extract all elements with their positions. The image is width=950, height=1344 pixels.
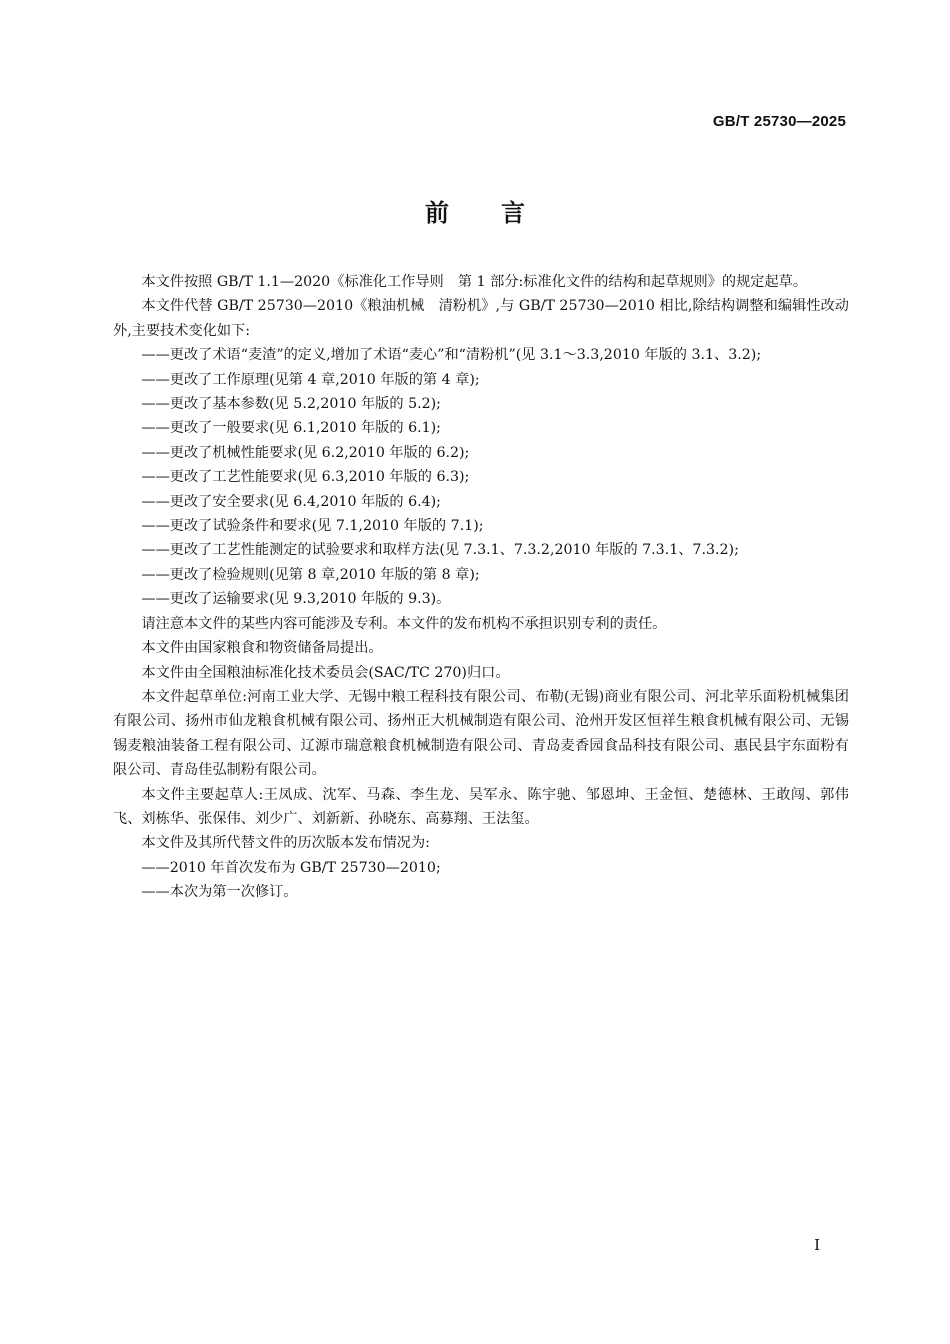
change-item-basic-parameters: ——更改了基本参数(见 5.2,2010 年版的 5.2); xyxy=(141,396,441,413)
change-item-process-performance: ——更改了工艺性能要求(见 6.3,2010 年版的 6.3); xyxy=(141,469,470,486)
version-item-revision: ——本次为第一次修订。 xyxy=(141,884,298,901)
paragraph-replacement: 本文件代替 GB/T 25730—2010《粮油机械 清粉机》,与 GB/T 25730—2010 相比,除结构调整和编辑性改动外,主要技术变化如下: xyxy=(113,298,849,339)
change-item-mechanical-performance: ——更改了机械性能要求(见 6.2,2010 年版的 6.2); xyxy=(141,444,470,461)
change-item-general-requirements: ——更改了一般要求(见 6.1,2010 年版的 6.1); xyxy=(141,420,441,437)
page-number: I xyxy=(814,1236,820,1254)
preface-body xyxy=(113,270,849,905)
standard-code: GB/T 25730—2025 xyxy=(712,113,846,130)
change-item-inspection-rules: ——更改了检验规则(见第 8 章,2010 年版的第 8 章); xyxy=(141,566,480,583)
paragraph-version-history: 本文件及其所代替文件的历次版本发布情况为: xyxy=(141,835,430,852)
change-item-test-conditions: ——更改了试验条件和要求(见 7.1,2010 年版的 7.1); xyxy=(141,518,484,535)
paragraph-patent-notice: 请注意本文件的某些内容可能涉及专利。本文件的发布机构不承担识别专利的责任。 xyxy=(141,615,667,632)
change-item-safety: ——更改了安全要求(见 6.4,2010 年版的 6.4); xyxy=(141,493,441,510)
change-item-terms: ——更改了术语“麦渣”的定义,增加了术语“麦心”和“清粉机”(见 3.1～3.3,2010 年版的 3.1、3.2); xyxy=(141,347,762,364)
paragraph-drafters: 本文件主要起草人:王凤成、沈军、马森、李生龙、吴军永、陈宇驰、邹恩坤、王金恒、楚德林、王敢闯、郭伟飞、刘栋华、张保伟、刘少广、刘新新、孙晓东、高募翔、王法玺。 xyxy=(113,786,849,827)
change-item-sampling-methods: ——更改了工艺性能测定的试验要求和取样方法(见 7.3.1、7.3.2,2010 年版的 7.3.1、7.3.2); xyxy=(141,542,739,559)
change-item-principle: ——更改了工作原理(见第 4 章,2010 年版的第 4 章); xyxy=(141,371,480,388)
change-item-transport: ——更改了运输要求(见 9.3,2010 年版的 9.3)。 xyxy=(141,591,451,608)
paragraph-drafting-units: 本文件起草单位:河南工业大学、无锡中粮工程科技有限公司、布勒(无锡)商业有限公司、河北苹乐面粉机械集团有限公司、扬州市仙龙粮食机械有限公司、扬州正大机械制造有限公司、沧州开发区恒祥生粮食机械有限公司、无锡锡麦粮油装备工程有限公司、辽源市瑞意粮食机械制造有限公司、青岛麦香园食品科技有限公司、惠民县宇东面粉有限公司、青岛佳弘制粉有限公司。 xyxy=(113,688,849,779)
paragraph-drafting-rules: 本文件按照 GB/T 1.1—2020《标准化工作导则 第 1 部分:标准化文件的结构和起草规则》的规定起草。 xyxy=(141,274,808,290)
version-item-first-release: ——2010 年首次发布为 GB/T 25730—2010; xyxy=(141,859,441,876)
paragraph-proposer: 本文件由国家粮食和物资储备局提出。 xyxy=(141,640,383,657)
paragraph-committee: 本文件由全国粮油标准化技术委员会(SAC/TC 270)归口。 xyxy=(141,664,510,681)
page-title: 前言 xyxy=(425,199,577,227)
